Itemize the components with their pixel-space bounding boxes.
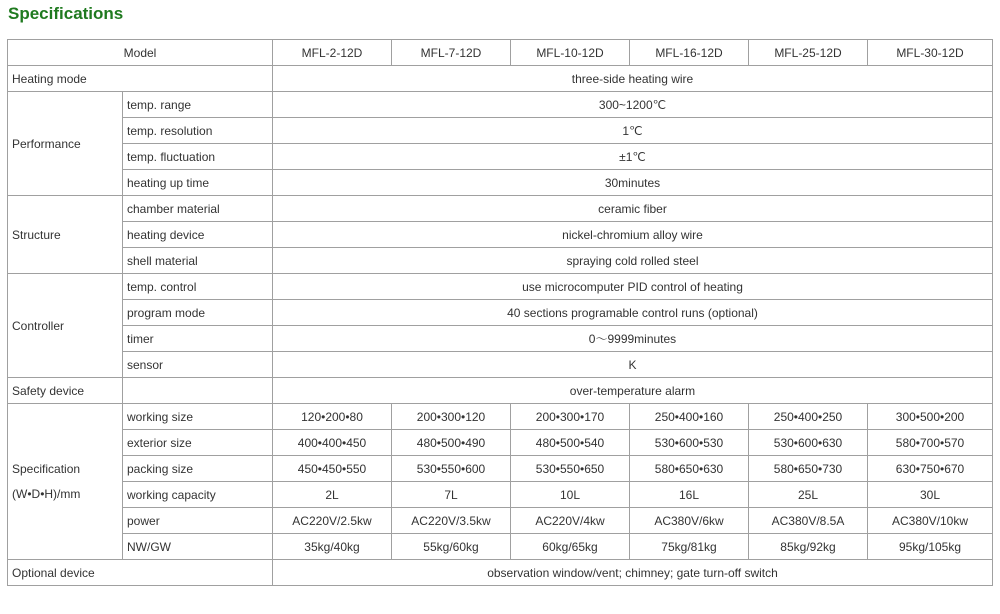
category-label: Heating mode [8, 66, 273, 92]
row-label: temp. range [123, 92, 273, 118]
cell-value: 530•550•600 [392, 456, 511, 482]
row-label: program mode [123, 300, 273, 326]
cell-value: 630•750•670 [868, 456, 993, 482]
cell-value: AC220V/3.5kw [392, 508, 511, 534]
row-label: temp. resolution [123, 118, 273, 144]
table-row [8, 560, 993, 586]
table-row [8, 430, 993, 456]
category-label: Safety device [8, 378, 123, 404]
shared-value: over-temperature alarm [273, 378, 993, 404]
cell-value: 200•300•170 [511, 404, 630, 430]
table-row [8, 196, 993, 222]
row-label: heating up time [123, 170, 273, 196]
cell-value: 7L [392, 482, 511, 508]
cell-value: 250•400•250 [749, 404, 868, 430]
cell-value: 300•500•200 [868, 404, 993, 430]
table-row [8, 66, 993, 92]
cell-value: AC220V/4kw [511, 508, 630, 534]
cell-value: 60kg/65kg [511, 534, 630, 560]
spec-table [7, 39, 993, 586]
shared-value: use microcomputer PID control of heating [273, 274, 993, 300]
model-name: MFL-10-12D [511, 40, 630, 66]
cell-value: 580•650•630 [630, 456, 749, 482]
table-row [8, 508, 993, 534]
row-label: sensor [123, 352, 273, 378]
cell-value: AC380V/6kw [630, 508, 749, 534]
shared-value: observation window/vent; chimney; gate turn-off switch [273, 560, 993, 586]
cell-value: 25L [749, 482, 868, 508]
empty-cell [123, 378, 273, 404]
cell-value: 580•700•570 [868, 430, 993, 456]
row-label: temp. control [123, 274, 273, 300]
cell-value: 250•400•160 [630, 404, 749, 430]
cell-value: 120•200•80 [273, 404, 392, 430]
shared-value: nickel-chromium alloy wire [273, 222, 993, 248]
table-row [8, 326, 993, 352]
table-row [8, 222, 993, 248]
model-header: Model [8, 40, 273, 66]
row-label: working capacity [123, 482, 273, 508]
cell-value: 2L [273, 482, 392, 508]
cell-value: 30L [868, 482, 993, 508]
cell-value: 530•600•630 [749, 430, 868, 456]
model-name: MFL-30-12D [868, 40, 993, 66]
table-row [8, 404, 993, 430]
row-label: exterior size [123, 430, 273, 456]
cell-value: 480•500•540 [511, 430, 630, 456]
shared-value: three-side heating wire [273, 66, 993, 92]
table-row [8, 352, 993, 378]
cell-value: 85kg/92kg [749, 534, 868, 560]
cell-value: 480•500•490 [392, 430, 511, 456]
category-label: Controller [8, 274, 123, 378]
cell-value: 75kg/81kg [630, 534, 749, 560]
shared-value: K [273, 352, 993, 378]
shared-value: 30minutes [273, 170, 993, 196]
table-row [8, 534, 993, 560]
cell-value: 450•450•550 [273, 456, 392, 482]
row-label: shell material [123, 248, 273, 274]
cell-value: AC380V/10kw [868, 508, 993, 534]
cell-value: AC220V/2.5kw [273, 508, 392, 534]
category-label: Performance [8, 92, 123, 196]
cell-value: 530•550•650 [511, 456, 630, 482]
row-label: NW/GW [123, 534, 273, 560]
table-row [8, 248, 993, 274]
cell-value: 530•600•530 [630, 430, 749, 456]
shared-value: ±1℃ [273, 144, 993, 170]
shared-value: 300~1200℃ [273, 92, 993, 118]
shared-value: 40 sections programable control runs (optional) [273, 300, 993, 326]
shared-value: ceramic fiber [273, 196, 993, 222]
table-row [8, 118, 993, 144]
row-label: power [123, 508, 273, 534]
table-row [8, 144, 993, 170]
cell-value: 16L [630, 482, 749, 508]
row-label: packing size [123, 456, 273, 482]
row-label: chamber material [123, 196, 273, 222]
cell-value: AC380V/8.5A [749, 508, 868, 534]
page-title: Specifications [8, 4, 124, 23]
table-row [8, 456, 993, 482]
table-row [8, 378, 993, 404]
table-row [8, 300, 993, 326]
shared-value: 0～9999minutes [273, 326, 993, 352]
header-row [8, 40, 993, 66]
cell-value: 580•650•730 [749, 456, 868, 482]
table-row [8, 92, 993, 118]
model-name: MFL-16-12D [630, 40, 749, 66]
table-row [8, 170, 993, 196]
model-name: MFL-7-12D [392, 40, 511, 66]
model-name: MFL-25-12D [749, 40, 868, 66]
row-label: heating device [123, 222, 273, 248]
cell-value: 35kg/40kg [273, 534, 392, 560]
cell-value: 55kg/60kg [392, 534, 511, 560]
shared-value: spraying cold rolled steel [273, 248, 993, 274]
category-label: Optional device [8, 560, 273, 586]
row-label: temp. fluctuation [123, 144, 273, 170]
cell-value: 95kg/105kg [868, 534, 993, 560]
cell-value: 10L [511, 482, 630, 508]
cell-value: 200•300•120 [392, 404, 511, 430]
table-row [8, 482, 993, 508]
shared-value: 1℃ [273, 118, 993, 144]
row-label: working size [123, 404, 273, 430]
category-label: Structure [8, 196, 123, 274]
category-label: Specification [12, 461, 81, 476]
specification-category [8, 404, 123, 560]
cell-value: 400•400•450 [273, 430, 392, 456]
table-row [8, 274, 993, 300]
row-label: timer [123, 326, 273, 352]
category-unit: (W•D•H)/mm [12, 486, 81, 501]
model-name: MFL-2-12D [273, 40, 392, 66]
